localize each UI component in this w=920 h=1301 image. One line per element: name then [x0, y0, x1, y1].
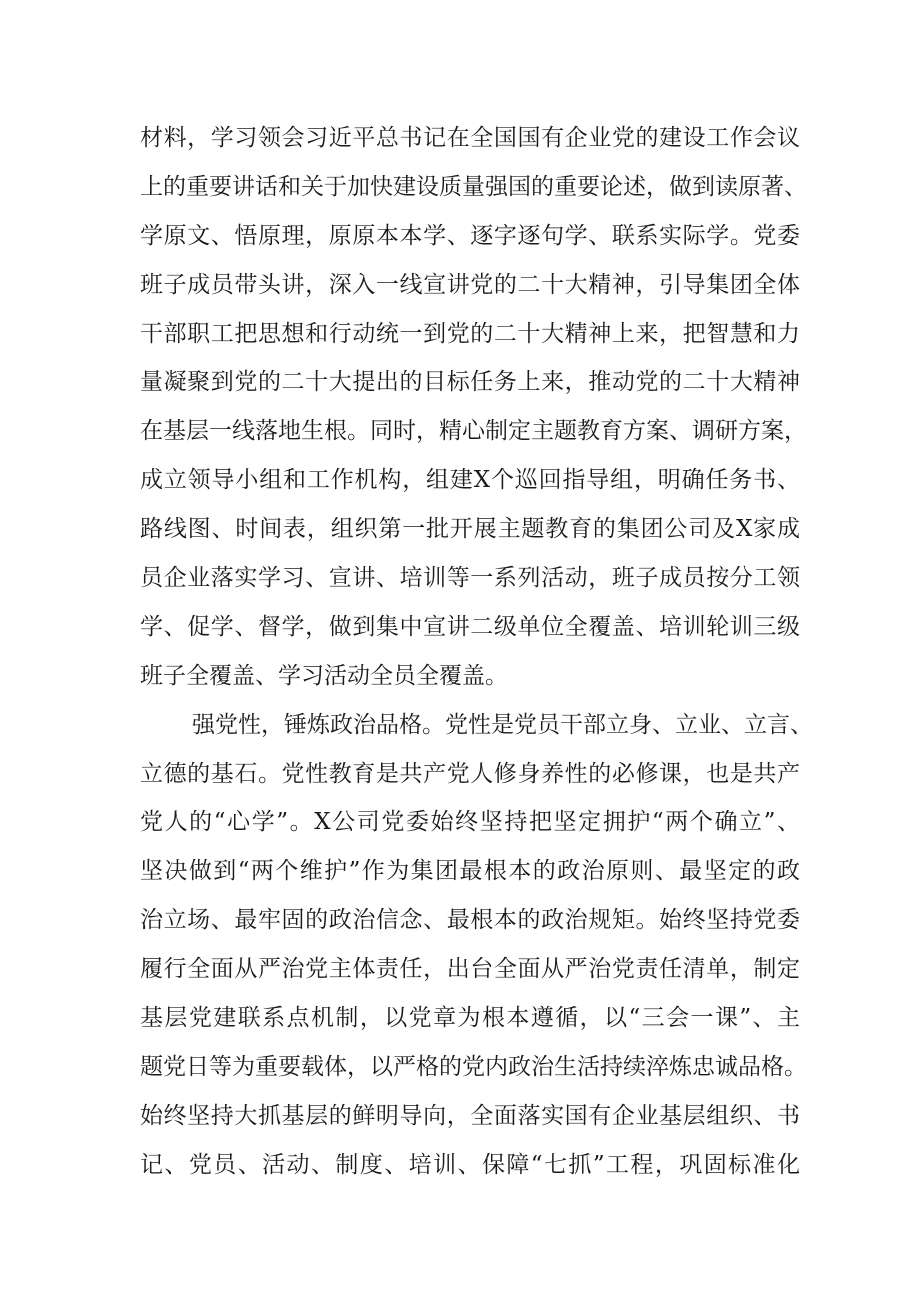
- text-line: 上的重要讲话和关于加快建设质量强国的重要论述，做到读原著、: [140, 173, 807, 200]
- body-text: [140, 114, 813, 1190]
- text-line: 治立场、最牢固的政治信念、最根本的政治规矩。始终坚持党委: [140, 907, 800, 934]
- text-line: 班子全覆盖、学习活动全员全覆盖。: [140, 662, 508, 689]
- text-line: 材料，学习领会习近平总书记在全国国有企业党的建设工作会议: [140, 125, 800, 151]
- text-line: 坚决做到“两个维护”作为集团最根本的政治原则、最坚定的政: [140, 858, 800, 885]
- text-line: 基层党建联系点机制，以党章为根本遵循，以“三会一课”、主: [140, 1005, 800, 1032]
- text-line: 党人的“心学”。X公司党委始终坚持把坚定拥护“两个确立”、: [140, 809, 800, 836]
- text-line: 成立领导小组和工作机构，组建X个巡回指导组，明确任务书、: [140, 467, 800, 494]
- text-line: 员企业落实学习、宣讲、培训等一系列活动，班子成员按分工领: [140, 565, 800, 592]
- text-line: 班子成员带头讲，深入一线宣讲党的二十大精神，引导集团全体: [140, 271, 800, 298]
- text-line: 路线图、时间表，组织第一批开展主题教育的集团公司及X家成: [140, 516, 800, 543]
- text-line: 记、党员、活动、制度、培训、保障“七抓”工程，巩固标准化: [140, 1151, 800, 1178]
- text-line: 始终坚持大抓基层的鲜明导向，全面落实国有企业基层组织、书: [140, 1102, 800, 1129]
- text-line: 干部职工把思想和行动统一到党的二十大精神上来，把智慧和力: [140, 320, 800, 347]
- text-line: 学、促学、督学，做到集中宣讲二级单位全覆盖、培训轮训三级: [140, 613, 800, 640]
- text-line: 量凝聚到党的二十大提出的目标任务上来，推动党的二十大精神: [140, 369, 800, 396]
- text-line: 立德的基石。党性教育是共产党人修身养性的必修课，也是共产: [140, 760, 800, 787]
- text-line: 履行全面从严治党主体责任，出台全面从严治党责任清单，制定: [140, 956, 800, 983]
- text-line: 在基层一线落地生根。同时，精心制定主题教育方案、调研方案，: [140, 418, 807, 445]
- text-line: 题党日等为重要载体，以严格的党内政治生活持续淬炼忠诚品格。: [140, 1053, 807, 1080]
- text-line: 学原文、悟原理，原原本本学、逐字逐句学、联系实际学。党委: [140, 222, 800, 249]
- paragraph-first-line: 强党性，锤炼政治品格。党性是党员干部立身、立业、立言、: [192, 711, 813, 738]
